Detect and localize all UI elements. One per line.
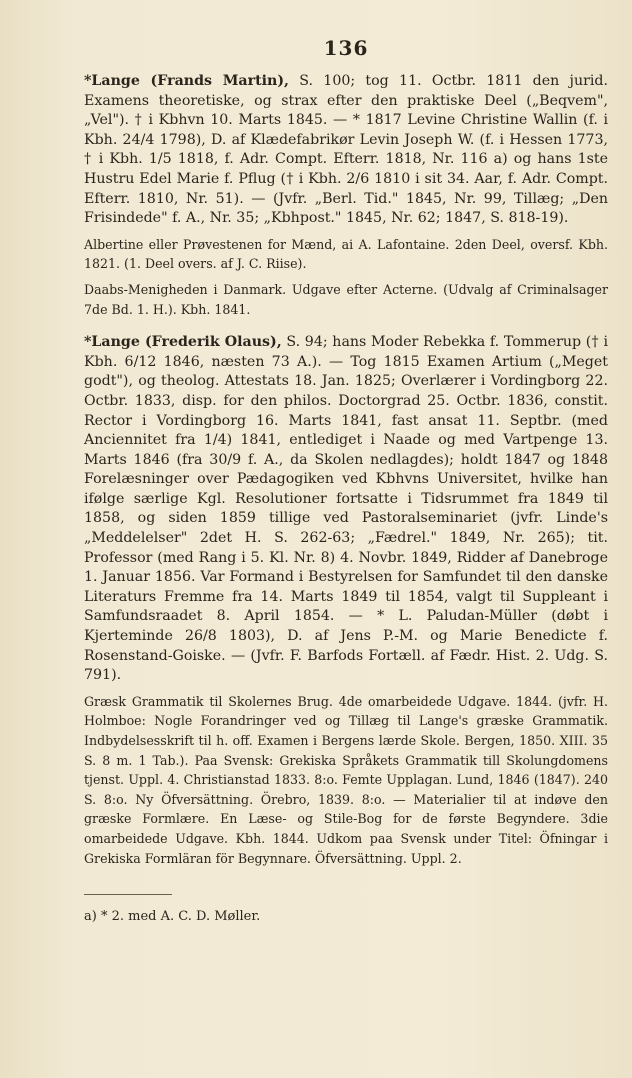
entry-heading: *Lange (Frederik Olaus),	[84, 334, 282, 351]
footnote: a) * 2. med A. C. D. Møller.	[84, 909, 261, 925]
entry-body: S. 100; tog 11. Octbr. 1811 den jurid. Examens theoretiske, og strax efter den praktiske Deel („Beqvem", „Vel"). † i Kbhvn 10. Marts 1845. — * 1817 Levine Christine Wallin (f. i Kbh. 24/4 1798), D. af Klædefabrikør Levin Joseph W. (f. i Hessen 1773, † i Kbh. 1/5 1818, f. Adr. Compt. Efterr. 1818, Nr. 116 a) og hans 1ste Hustru Edel Marie f. Pflug († i Kbh. 2/6 1810 i sit 34. Aar, f. Adr. Compt. Efterr. 1810, Nr. 51). — (Jvfr. „Berl. Tid." 1845, Nr. 99, Tillæg; „Den Frisindede" f. A., Nr. 35; „Kbhpost." 1845, Nr. 62; 1847, S. 818-19).	[84, 73, 608, 227]
work-listing: Græsk Grammatik til Skolernes Brug. 4de omarbeidede Udgave. 1844. (jvfr. H. Holmboe: Nogle Forandringer ved og Tillæg til Lange's græske Grammatik. Indbydelsesskrift til h. off. Examen i Bergens lærde Skole. Bergen, 1850. XIII. 35 S. 8 m. 1 Tab.). Paa Svensk: Grekiska Språkets Grammatik till Skolungdomens tjenst. Uppl. 4. Christianstad 1833. 8:o. Femte Upplagan. Lund, 1846 (1847). 240 S. 8:o. Ny Öfversättning. Örebro, 1839. 8:o. — Materialier til at indøve den græske Formlære. En Læse- og Stile-Bog for de første Begyndere. 3die omarbeidede Udgave. Kbh. 1844. Udkom paa Svensk under Titel: Öfningar i Grekiska Formläran för Begynnare. Öfversättning. Uppl. 2.	[84, 693, 608, 866]
work-listing: Daabs-Menigheden i Danmark. Udgave efter Acterne. (Udvalg af Criminalsager 7de Bd. 1. H.). Kbh. 1841.	[84, 281, 608, 317]
work-listing: Albertine eller Prøvestenen for Mænd, ai A. Lafontaine. 2den Deel, oversf. Kbh. 1821. (1. Deel overs. af J. C. Riise).	[84, 236, 608, 272]
entry-lange-frands-martin	[84, 72, 608, 229]
footnote-divider	[84, 894, 172, 895]
entry-lange-frederik-olaus	[84, 333, 608, 686]
entry-heading: *Lange (Frands Martin),	[84, 73, 289, 89]
page-number: 136	[323, 36, 369, 60]
entry-body: S. 94; hans Moder Rebekka f. Tommerup († i Kbh. 6/12 1846, næsten 73 A.). — Tog 1815 Examen Artium („Meget godt"), og theolog. Attestats 18. Jan. 1825; Overlærer i Vordingborg 22. Octbr. 1833, disp. for den philos. Doctorgrad 25. Octbr. 1836, constit. Rector i Vordingborg 16. Marts 1841, fast ansat 11. Septbr. (med Anciennitet fra 1/4) 1841, entlediget i Naade og med Vartpenge 13. Marts 1846 (fra 30/9 f. A., da Skolen nedlagdes); holdt 1847 og 1848 Forelæsninger over Pædagogiken ved Kbhvns Universitet, hvilke han ifølge særlige Kgl. Resolutioner fortsatte i Tidsrummet fra 1849 til 1858, og siden 1859 tillige ved Pastoralseminariet (jvfr. Linde's „Meddelelser" 2det H. S. 262-63; „Fædrel." 1849, Nr. 265); tit. Professor (med Rang i 5. Kl. Nr. 8) 4. Novbr. 1849, Ridder af Danebroge 1. Januar 1856. Var Formand i Bestyrelsen for Samfundet til den danske Literaturs Fremme fra 14. Marts 1849 til 1854, valgt til Suppleant i Samfundsraadet 8. April 1854. — * L. Paludan-Müller (døbt i Kjerteminde 26/8 1803), D. af Jens P.-M. og Marie Benedicte f. Rosenstand-Goiske. — (Jvfr. F. Barfods Fortæll. af Fædr. Hist. 2. Udg. S. 791).	[84, 334, 608, 684]
